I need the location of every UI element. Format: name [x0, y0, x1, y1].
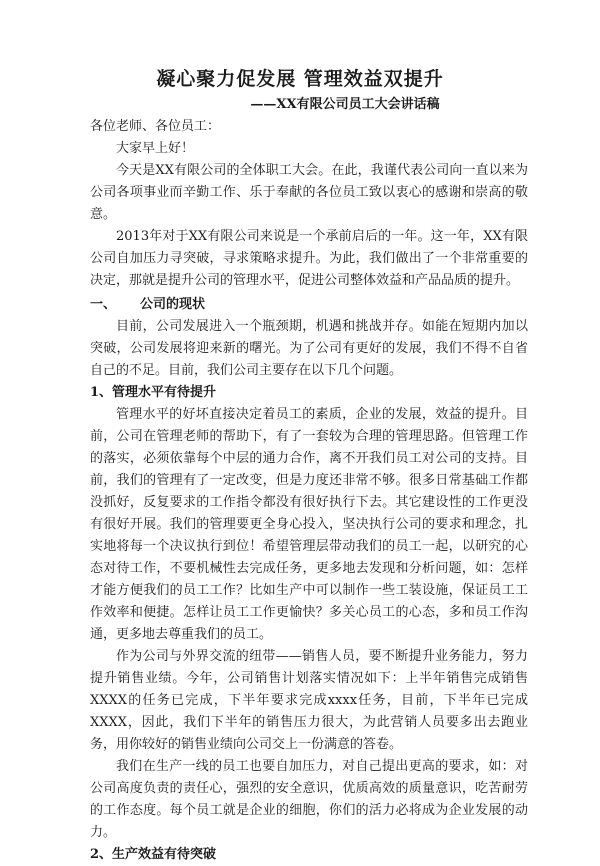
document-subtitle: ——XX有限公司员工大会讲话稿 — [250, 97, 440, 112]
subsection-1-paragraph-2: 作为公司与外界交流的纽带——销售人员，要不断提升业务能力，努力提升销售业绩。今年，公司销售计划落实情况如下：上半年销售完成销售XXXX的任务已完成，下半年要求完成xxxx任务，目前，下半年已完成XXXX，因此，我们下半年的销售压力很大，为此营销人员要多出去跑业务，用你较好的销售业绩向公司交上一份满意的答卷。 — [90, 649, 528, 752]
subsection-1-heading: 1、管理水平有待提升 — [90, 385, 217, 400]
intro-paragraph-1: 今天是XX有限公司的全体职工大会。在此，我谨代表公司向一直以来为公司各项事业而辛勤工作、乐于奉献的各位员工致以衷心的感谢和崇高的敬意。 — [90, 163, 528, 222]
greeting: 大家早上好！ — [116, 141, 195, 156]
section-1-heading — [90, 294, 528, 316]
salutation: 各位老师、各位员工： — [90, 119, 221, 134]
section-1-paragraph: 目前，公司发展进入一个瓶颈期，机遇和挑战并存。如能在短期内加以突破，公司发展将迎来新的曙光。为了公司有更好的发展，我们不得不自省自己的不足。目前，我们公司主要存在以下几个问题。 — [90, 319, 528, 378]
document-title: 凝心聚力促发展 管理效益双提升 — [156, 68, 444, 90]
subsection-1-paragraph-1: 管理水平的好坏直接决定着员工的素质，企业的发展，效益的提升。目前，公司在管理老师的帮助下，有了一套较为合理的管理思路。但管理工作的落实，必须依靠每个中层的通力合作，离不开我们员工对公司的支持。目前，我们的管理有了一定改变，但是力度还非常不够。很多日常基础工作都没抓好，反复要求的工作指令都没有很好执行下去。其它建设性的工作更没有很好开展。我们的管理要更全身心投入，坚决执行公司的要求和理念，扎实地将每一个决议执行到位！希望管理层带动我们的员工一起，以研究的心态对待工作，不要机械性去完成任务，更多地去发现和分析问题，如：怎样才能方便我们的员工工作？比如生产中可以制作一些工装设施，保证员工工作效率和便捷。怎样让员工工作更愉快？多关心员工的心态，多和员工作沟通，更多地去尊重我们的员工。 — [90, 407, 528, 642]
section-1-title: 公司的现状 — [140, 297, 206, 312]
subsection-2-heading: 2、生产效益有待突破 — [90, 847, 217, 862]
section-1-number: 一、 — [90, 297, 117, 312]
subsection-1-paragraph-3: 我们在生产一线的员工也要自加压力，对自己提出更高的要求，如：对公司高度负责的责任心，强烈的安全意识，优质高效的质量意识，吃苦耐劳的工作态度。每个员工就是企业的细胞，你们的活力必将成为企业发展的动力。 — [90, 759, 528, 840]
document-body — [90, 116, 528, 866]
intro-paragraph-2: 2013年对于XX有限公司来说是一个承前启后的一年。这一年，XX有限公司自加压力寻突破，寻求策略求提升。为此，我们做出了一个非常重要的决定，那就是提升公司的管理水平，促进公司整体效益和产品品质的提升。 — [90, 229, 528, 288]
